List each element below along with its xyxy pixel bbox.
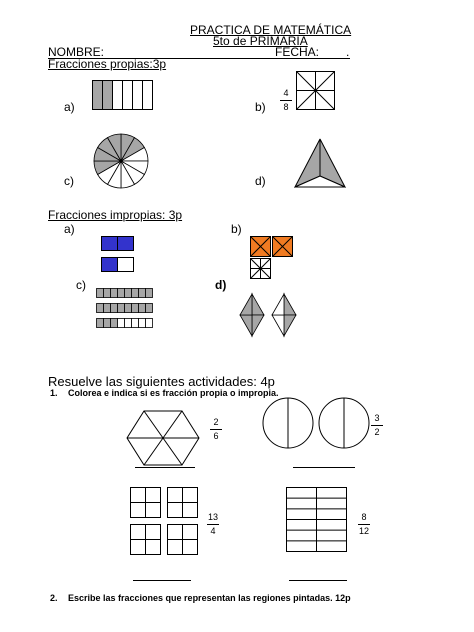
label-1a: a) xyxy=(64,100,75,114)
diamond-part xyxy=(240,294,252,315)
figure-2d xyxy=(239,293,297,337)
strip-cell xyxy=(146,304,153,313)
strip-cell xyxy=(118,289,125,298)
date-end: . xyxy=(346,45,350,59)
figure-2b xyxy=(250,236,296,282)
section2-title: Fracciones impropias: 3p xyxy=(48,208,183,222)
answer-line-4 xyxy=(289,580,347,581)
label-2b: b) xyxy=(231,222,242,236)
q1-text: Colorea e indica si es fracción propia o impropia. xyxy=(68,388,279,398)
strip-cell xyxy=(132,319,139,328)
strip-cell xyxy=(146,289,153,298)
figure-2c xyxy=(96,288,152,332)
figure-1a xyxy=(92,80,156,110)
section1-title: Fracciones propias:3p xyxy=(48,57,167,71)
answer-line-3 xyxy=(133,580,191,581)
label-1b: b) xyxy=(255,100,266,114)
strip-cell xyxy=(111,289,118,298)
strip-cell xyxy=(118,319,125,328)
strip-cell xyxy=(132,304,139,313)
page-subtitle: 5to de PRIMARIA xyxy=(213,34,308,48)
answer-line-2 xyxy=(293,467,355,468)
strip-cell xyxy=(139,304,146,313)
strip-cell xyxy=(111,304,118,313)
strip-cell xyxy=(125,289,132,298)
label-2a: a) xyxy=(64,222,75,236)
strip-cell xyxy=(104,289,111,298)
strip-cell xyxy=(97,289,104,298)
fraction-2-6: 2 6 xyxy=(209,417,223,442)
strip-cell xyxy=(132,289,139,298)
section3-title: Resuelve las siguientes actividades: 4p xyxy=(48,374,275,389)
fraction-1b xyxy=(279,88,293,113)
label-2c: c) xyxy=(76,278,86,292)
strip-cell xyxy=(111,319,118,328)
figure-hexagon xyxy=(126,410,200,466)
q2-text: Escribe las fracciones que representan las regiones pintadas. 12p xyxy=(68,593,351,603)
date-label: FECHA: xyxy=(275,45,320,59)
label-2d: d) xyxy=(215,278,227,292)
strip-cell xyxy=(118,304,125,313)
strip-cell xyxy=(139,319,146,328)
diamond-part xyxy=(240,315,252,336)
diamond-part xyxy=(284,315,296,336)
figure-1c xyxy=(93,133,149,189)
figure-circles xyxy=(262,397,370,451)
figure-rectangle-12 xyxy=(286,487,348,553)
label-1c: c) xyxy=(64,174,74,188)
fraction-1b-num: 4 xyxy=(283,88,289,98)
answer-line-1 xyxy=(135,467,195,468)
diamond-part xyxy=(284,294,296,315)
fraction-13-4: 13 4 xyxy=(207,512,218,536)
fraction-1b-den: 8 xyxy=(283,102,289,112)
strip-cell xyxy=(146,319,153,328)
q1-number: 1. xyxy=(50,388,58,398)
label-1d: d) xyxy=(255,174,266,188)
figure-1b xyxy=(296,71,336,111)
strip-cell xyxy=(104,319,111,328)
diamond-part xyxy=(272,315,284,336)
diamond-part xyxy=(252,315,264,336)
figure-2a xyxy=(101,236,135,274)
page-title: PRACTICA DE MATEMÁTICA xyxy=(190,23,352,37)
figure-four-squares xyxy=(130,487,198,557)
diamond-part xyxy=(252,294,264,315)
strip-cell xyxy=(97,304,104,313)
fraction-3-2: 3 2 xyxy=(370,413,384,438)
strip-cell xyxy=(125,319,132,328)
strip-cell xyxy=(97,319,104,328)
figure-1d xyxy=(294,138,346,188)
strip-cell xyxy=(125,304,132,313)
fraction-8-12: 8 12 xyxy=(358,512,369,536)
diamond-part xyxy=(272,294,284,315)
strip-cell xyxy=(139,289,146,298)
name-label: NOMBRE: xyxy=(48,45,105,59)
strip-cell xyxy=(104,304,111,313)
q2-number: 2. xyxy=(50,593,58,603)
